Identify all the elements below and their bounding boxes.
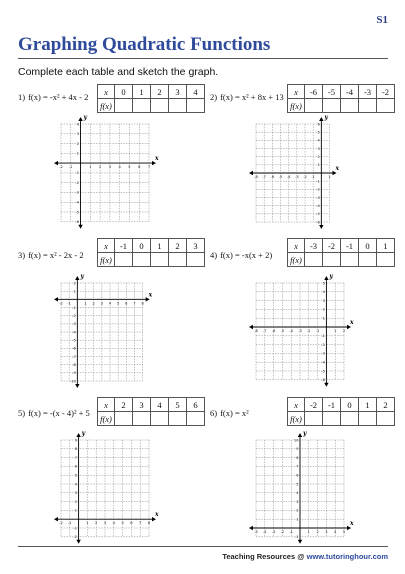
function-label: f(x) = x² - 2x - 2	[28, 250, 84, 260]
y-tick-label: 2	[317, 154, 320, 159]
function-label: f(x) = x² + 8x + 13	[220, 92, 284, 102]
value-table-3	[97, 238, 205, 267]
fx-header: f(x)	[98, 99, 115, 113]
x-tick-label: -4	[263, 530, 267, 534]
x-value: -2	[377, 85, 395, 99]
y-tick-label: 3	[74, 491, 78, 496]
x-value: 2	[169, 239, 187, 253]
x-header: x	[288, 239, 305, 253]
x-tick-label: 2	[95, 521, 98, 526]
fx-answer-cell[interactable]	[133, 412, 151, 426]
y-tick-label: 2	[296, 508, 299, 513]
x-tick-label: 5	[117, 301, 120, 306]
fx-header: f(x)	[288, 99, 305, 113]
y-tick-label: 8	[74, 447, 78, 452]
x-value: 1	[133, 85, 151, 99]
fx-answer-cell[interactable]	[187, 99, 205, 113]
x-tick-label: 7	[139, 521, 142, 526]
x-value: 1	[151, 239, 169, 253]
x-tick-label: -3	[295, 175, 299, 179]
x-header: x	[98, 239, 115, 253]
x-tick-label: 8	[147, 521, 151, 526]
x-value: 2	[151, 85, 169, 99]
y-tick-label: 8	[296, 455, 299, 460]
y-tick-label: -6	[321, 378, 325, 383]
x-value: 0	[341, 398, 359, 412]
problem-number: 1)	[18, 92, 26, 102]
y-tick-label: -5	[72, 338, 76, 343]
y-tick-label: -3	[75, 190, 80, 195]
fx-answer-cell[interactable]	[359, 253, 377, 267]
y-tick-label: -6	[72, 346, 76, 351]
fx-answer-cell[interactable]	[169, 99, 187, 113]
problem-4	[210, 250, 272, 260]
worksheet-code: S1	[376, 14, 388, 26]
y-tick-label: -5	[316, 212, 320, 217]
x-header: x	[288, 398, 305, 412]
x-tick-label: -6	[270, 175, 275, 179]
arrow-up-icon	[75, 276, 79, 280]
y-tick-label: -8	[72, 362, 76, 367]
y-tick-label: 1	[73, 289, 76, 294]
fx-answer-cell[interactable]	[305, 99, 323, 113]
fx-answer-cell[interactable]	[305, 253, 323, 267]
fx-answer-cell[interactable]	[115, 99, 133, 113]
y-tick-label: 6	[296, 473, 299, 478]
x-tick-label: -2	[59, 301, 63, 306]
arrow-up-icon	[298, 433, 302, 437]
function-label: f(x) = -(x - 4)² + 5	[28, 408, 90, 418]
y-tick-label: -9	[72, 371, 76, 376]
x-tick-label: 4	[112, 521, 115, 526]
footer-link[interactable]: www.tutoringhour.com	[306, 552, 388, 561]
value-table-5	[97, 397, 205, 426]
footer-text: Teaching Resources @	[222, 552, 307, 561]
x-tick-label: -3	[298, 329, 302, 333]
fx-answer-cell[interactable]	[133, 99, 151, 113]
arrow-down-icon	[76, 540, 80, 544]
x-tick-label: -8	[254, 175, 258, 179]
y-tick-label: 3	[296, 499, 299, 504]
x-tick-label: -3	[271, 530, 276, 534]
x-value: -3	[305, 239, 323, 253]
x-axis-label: x	[350, 319, 354, 326]
x-tick-label: -8	[254, 329, 258, 333]
fx-answer-cell[interactable]	[341, 412, 359, 426]
y-tick-label: -1	[316, 179, 320, 184]
arrow-left-icon	[249, 171, 253, 175]
x-tick-label: 2	[342, 329, 346, 333]
title-divider	[18, 58, 388, 59]
y-tick-label: 3	[317, 146, 320, 151]
y-tick-label: -2	[316, 187, 320, 192]
x-tick-label: 6	[125, 301, 128, 306]
y-tick-label: 2	[322, 307, 325, 312]
y-tick-label: 10	[293, 438, 299, 443]
problem-6	[210, 408, 249, 418]
fx-answer-cell[interactable]	[133, 253, 151, 267]
x-value: -6	[305, 85, 323, 99]
y-tick-label: 5	[296, 482, 299, 487]
fx-answer-cell[interactable]	[377, 253, 395, 267]
coordinate-grid-2[interactable]	[250, 114, 350, 228]
y-tick-label: -3	[321, 351, 325, 356]
x-value: -4	[341, 85, 359, 99]
x-tick-label: -5	[280, 329, 285, 333]
fx-answer-cell[interactable]	[187, 253, 205, 267]
x-tick-label: -7	[263, 329, 267, 333]
y-axis-label: y	[81, 430, 86, 437]
x-tick-label: 2	[316, 530, 319, 534]
value-table-1	[97, 84, 205, 113]
x-tick-label: -6	[271, 329, 276, 333]
problem-number: 4)	[210, 250, 218, 260]
x-tick-label: 2	[98, 165, 102, 170]
y-tick-label: -10	[69, 379, 76, 384]
x-tick-label: 6	[138, 165, 141, 170]
fx-answer-cell[interactable]	[169, 412, 187, 426]
fx-answer-cell[interactable]	[115, 412, 133, 426]
x-tick-label: 5	[121, 521, 124, 526]
y-tick-label: 3	[322, 298, 325, 303]
x-value: -3	[359, 85, 377, 99]
fx-answer-cell[interactable]	[187, 412, 205, 426]
fx-answer-cell[interactable]	[169, 253, 187, 267]
x-tick-label: 3	[103, 521, 107, 526]
y-tick-label: 5	[74, 473, 78, 478]
instructions: Complete each table and sketch the graph.	[18, 66, 219, 78]
y-tick-label: -5	[321, 369, 325, 374]
problem-2	[210, 92, 284, 102]
fx-answer-cell[interactable]	[151, 253, 169, 267]
x-tick-label: -1	[68, 165, 73, 170]
y-tick-label: -6	[75, 220, 80, 225]
y-tick-label: 2	[73, 281, 76, 286]
y-tick-label: -4	[316, 203, 320, 208]
fx-answer-cell[interactable]	[359, 99, 377, 113]
y-tick-label: -2	[73, 535, 78, 540]
x-value: -2	[305, 398, 323, 412]
fx-answer-cell[interactable]	[359, 412, 377, 426]
function-label: f(x) = -x² + 4x - 2	[28, 92, 89, 102]
problem-number: 5)	[18, 408, 26, 418]
fx-answer-cell[interactable]	[323, 253, 341, 267]
function-label: f(x) = -x(x + 2)	[220, 250, 273, 260]
x-tick-label: 8	[141, 301, 144, 306]
y-tick-label: -2	[72, 313, 76, 318]
x-value: -2	[323, 239, 341, 253]
value-table-2	[287, 84, 395, 113]
fx-answer-cell[interactable]	[305, 412, 323, 426]
x-value: -1	[341, 239, 359, 253]
x-tick-label: 5	[342, 530, 346, 534]
x-axis-label: x	[155, 155, 159, 163]
y-tick-label: -1	[321, 334, 325, 339]
y-tick-label: 5	[317, 130, 320, 135]
y-tick-label: -1	[75, 171, 80, 176]
x-tick-label: -4	[289, 329, 293, 333]
arrow-up-icon	[319, 117, 323, 121]
x-value: 6	[187, 398, 205, 412]
x-tick-label: 7	[133, 301, 136, 306]
x-tick-label: 4	[108, 301, 112, 306]
x-tick-label: -2	[307, 329, 311, 333]
y-tick-label: 1	[76, 151, 80, 156]
y-tick-label: 1	[296, 517, 299, 522]
x-value: 4	[187, 85, 205, 99]
y-tick-label: -3	[72, 322, 76, 327]
y-axis-label: y	[303, 430, 307, 437]
fx-answer-cell[interactable]	[377, 99, 395, 113]
y-tick-label: 2	[74, 499, 78, 504]
arrow-up-icon	[78, 117, 82, 121]
x-tick-label: 5	[128, 165, 131, 170]
x-tick-label: -7	[262, 175, 266, 179]
x-header: x	[98, 85, 115, 99]
x-tick-label: -1	[315, 329, 320, 333]
fx-answer-cell[interactable]	[377, 412, 395, 426]
arrow-down-icon	[319, 225, 323, 229]
x-tick-label: 4	[118, 165, 121, 170]
fx-answer-cell[interactable]	[151, 412, 169, 426]
x-tick-label: 4	[334, 530, 337, 534]
y-tick-label: 9	[296, 447, 299, 452]
coordinate-grid-6[interactable]	[250, 430, 354, 544]
y-tick-label: -1	[294, 535, 299, 540]
arrow-left-icon	[249, 526, 253, 530]
x-tick-label: -1	[67, 301, 71, 306]
y-tick-label: 1	[317, 163, 320, 168]
y-axis-label: y	[329, 273, 333, 280]
y-tick-label: 4	[296, 491, 299, 496]
y-tick-label: 9	[74, 438, 78, 443]
x-tick-label: 2	[92, 301, 95, 306]
fx-header: f(x)	[98, 253, 115, 267]
problem-number: 2)	[210, 92, 218, 102]
x-tick-label: 1	[86, 521, 89, 526]
coordinate-grid-4[interactable]	[250, 273, 354, 387]
x-tick-label: -5	[278, 175, 283, 179]
x-value: 4	[151, 398, 169, 412]
y-tick-label: 5	[322, 281, 325, 286]
x-axis-label: x	[350, 520, 354, 527]
problem-5	[18, 408, 90, 418]
fx-header: f(x)	[98, 412, 115, 426]
y-tick-label: 1	[322, 316, 325, 321]
x-value: 0	[133, 239, 151, 253]
y-axis-label: y	[83, 114, 88, 121]
problem-3	[18, 250, 84, 260]
x-header: x	[288, 85, 305, 99]
fx-answer-cell[interactable]	[341, 253, 359, 267]
x-value: -1	[323, 398, 341, 412]
x-tick-label: 1	[334, 329, 337, 333]
x-value: 3	[169, 85, 187, 99]
x-tick-label: -2	[59, 521, 63, 526]
y-tick-label: 4	[317, 138, 320, 143]
fx-answer-cell[interactable]	[115, 253, 133, 267]
value-table-6	[287, 397, 395, 426]
fx-header: f(x)	[288, 412, 305, 426]
x-tick-label: -4	[286, 175, 291, 179]
y-tick-label: -5	[75, 210, 80, 215]
x-tick-label: -2	[59, 165, 63, 170]
x-value: 0	[115, 85, 133, 99]
x-tick-label: 1	[89, 165, 92, 170]
x-tick-label: 1	[307, 530, 310, 534]
x-tick-label: -2	[280, 530, 285, 534]
coordinate-grid-5[interactable]	[55, 430, 159, 544]
fx-answer-cell[interactable]	[151, 99, 169, 113]
value-table-4	[287, 238, 395, 267]
x-value: 3	[133, 398, 151, 412]
x-axis-label: x	[155, 511, 159, 519]
y-tick-label: -4	[75, 200, 80, 205]
x-value: 5	[169, 398, 187, 412]
arrow-down-icon	[75, 384, 79, 388]
x-tick-label: 7	[147, 165, 151, 170]
y-tick-label: -1	[72, 305, 76, 310]
x-header: x	[98, 398, 115, 412]
arrow-up-icon	[76, 433, 80, 437]
fx-answer-cell[interactable]	[323, 99, 341, 113]
y-tick-label: -6	[316, 220, 320, 225]
y-tick-label: -4	[321, 360, 325, 365]
arrow-down-icon	[298, 540, 302, 544]
y-tick-label: 1	[74, 508, 78, 513]
x-value: 1	[359, 398, 377, 412]
y-tick-label: 4	[322, 290, 325, 295]
x-value: 3	[187, 239, 205, 253]
x-tick-label: -5	[254, 530, 258, 534]
y-tick-label: -7	[72, 354, 76, 359]
x-tick-label: -2	[303, 175, 307, 179]
x-tick-label: 3	[100, 301, 103, 306]
y-tick-label: 7	[74, 455, 78, 460]
problem-1	[18, 92, 88, 102]
x-tick-label: 3	[108, 165, 112, 170]
y-tick-label: 6	[317, 122, 320, 127]
y-tick-label: 6	[74, 464, 78, 469]
x-tick-label: -1	[289, 530, 293, 534]
y-axis-label: y	[80, 273, 84, 280]
footer-divider	[18, 546, 388, 547]
y-tick-label: -1	[73, 526, 78, 531]
function-label: f(x) = x²	[220, 408, 249, 418]
arrow-left-icon	[249, 325, 253, 329]
x-value: 0	[359, 239, 377, 253]
x-tick-label: -1	[311, 175, 315, 179]
y-tick-label: 3	[76, 132, 80, 137]
arrow-left-icon	[54, 161, 58, 165]
arrow-down-icon	[324, 383, 328, 387]
x-value: 2	[115, 398, 133, 412]
footer	[222, 552, 388, 561]
y-tick-label: -4	[72, 330, 76, 335]
arrow-left-icon	[54, 297, 58, 301]
y-tick-label: -2	[321, 342, 325, 347]
coordinate-grid-1[interactable]	[55, 114, 159, 228]
x-tick-label: 1	[328, 175, 331, 179]
x-value: -5	[323, 85, 341, 99]
fx-answer-cell[interactable]	[341, 99, 359, 113]
x-tick-label: 1	[84, 301, 87, 306]
y-tick-label: -3	[316, 195, 320, 200]
x-value: -1	[115, 239, 133, 253]
x-tick-label: -1	[68, 521, 72, 526]
arrow-left-icon	[54, 517, 58, 521]
problem-number: 6)	[210, 408, 218, 418]
problem-number: 3)	[18, 250, 26, 260]
x-tick-label: 3	[325, 530, 328, 534]
x-axis-label: x	[148, 291, 153, 299]
y-tick-label: 4	[74, 482, 78, 487]
arrow-down-icon	[78, 225, 82, 229]
fx-header: f(x)	[288, 253, 305, 267]
y-tick-label: 7	[296, 464, 299, 469]
x-value: 2	[377, 398, 395, 412]
y-tick-label: -2	[75, 180, 80, 185]
arrow-up-icon	[324, 276, 328, 280]
x-tick-label: 6	[130, 521, 133, 526]
fx-answer-cell[interactable]	[323, 412, 341, 426]
coordinate-grid-3[interactable]	[55, 273, 155, 387]
x-value: 1	[377, 239, 395, 253]
page-title: Graphing Quadratic Functions	[18, 34, 271, 55]
y-tick-label: 4	[76, 122, 80, 127]
y-axis-label: y	[324, 114, 328, 121]
x-axis-label: x	[335, 165, 340, 172]
y-tick-label: 2	[76, 141, 80, 146]
